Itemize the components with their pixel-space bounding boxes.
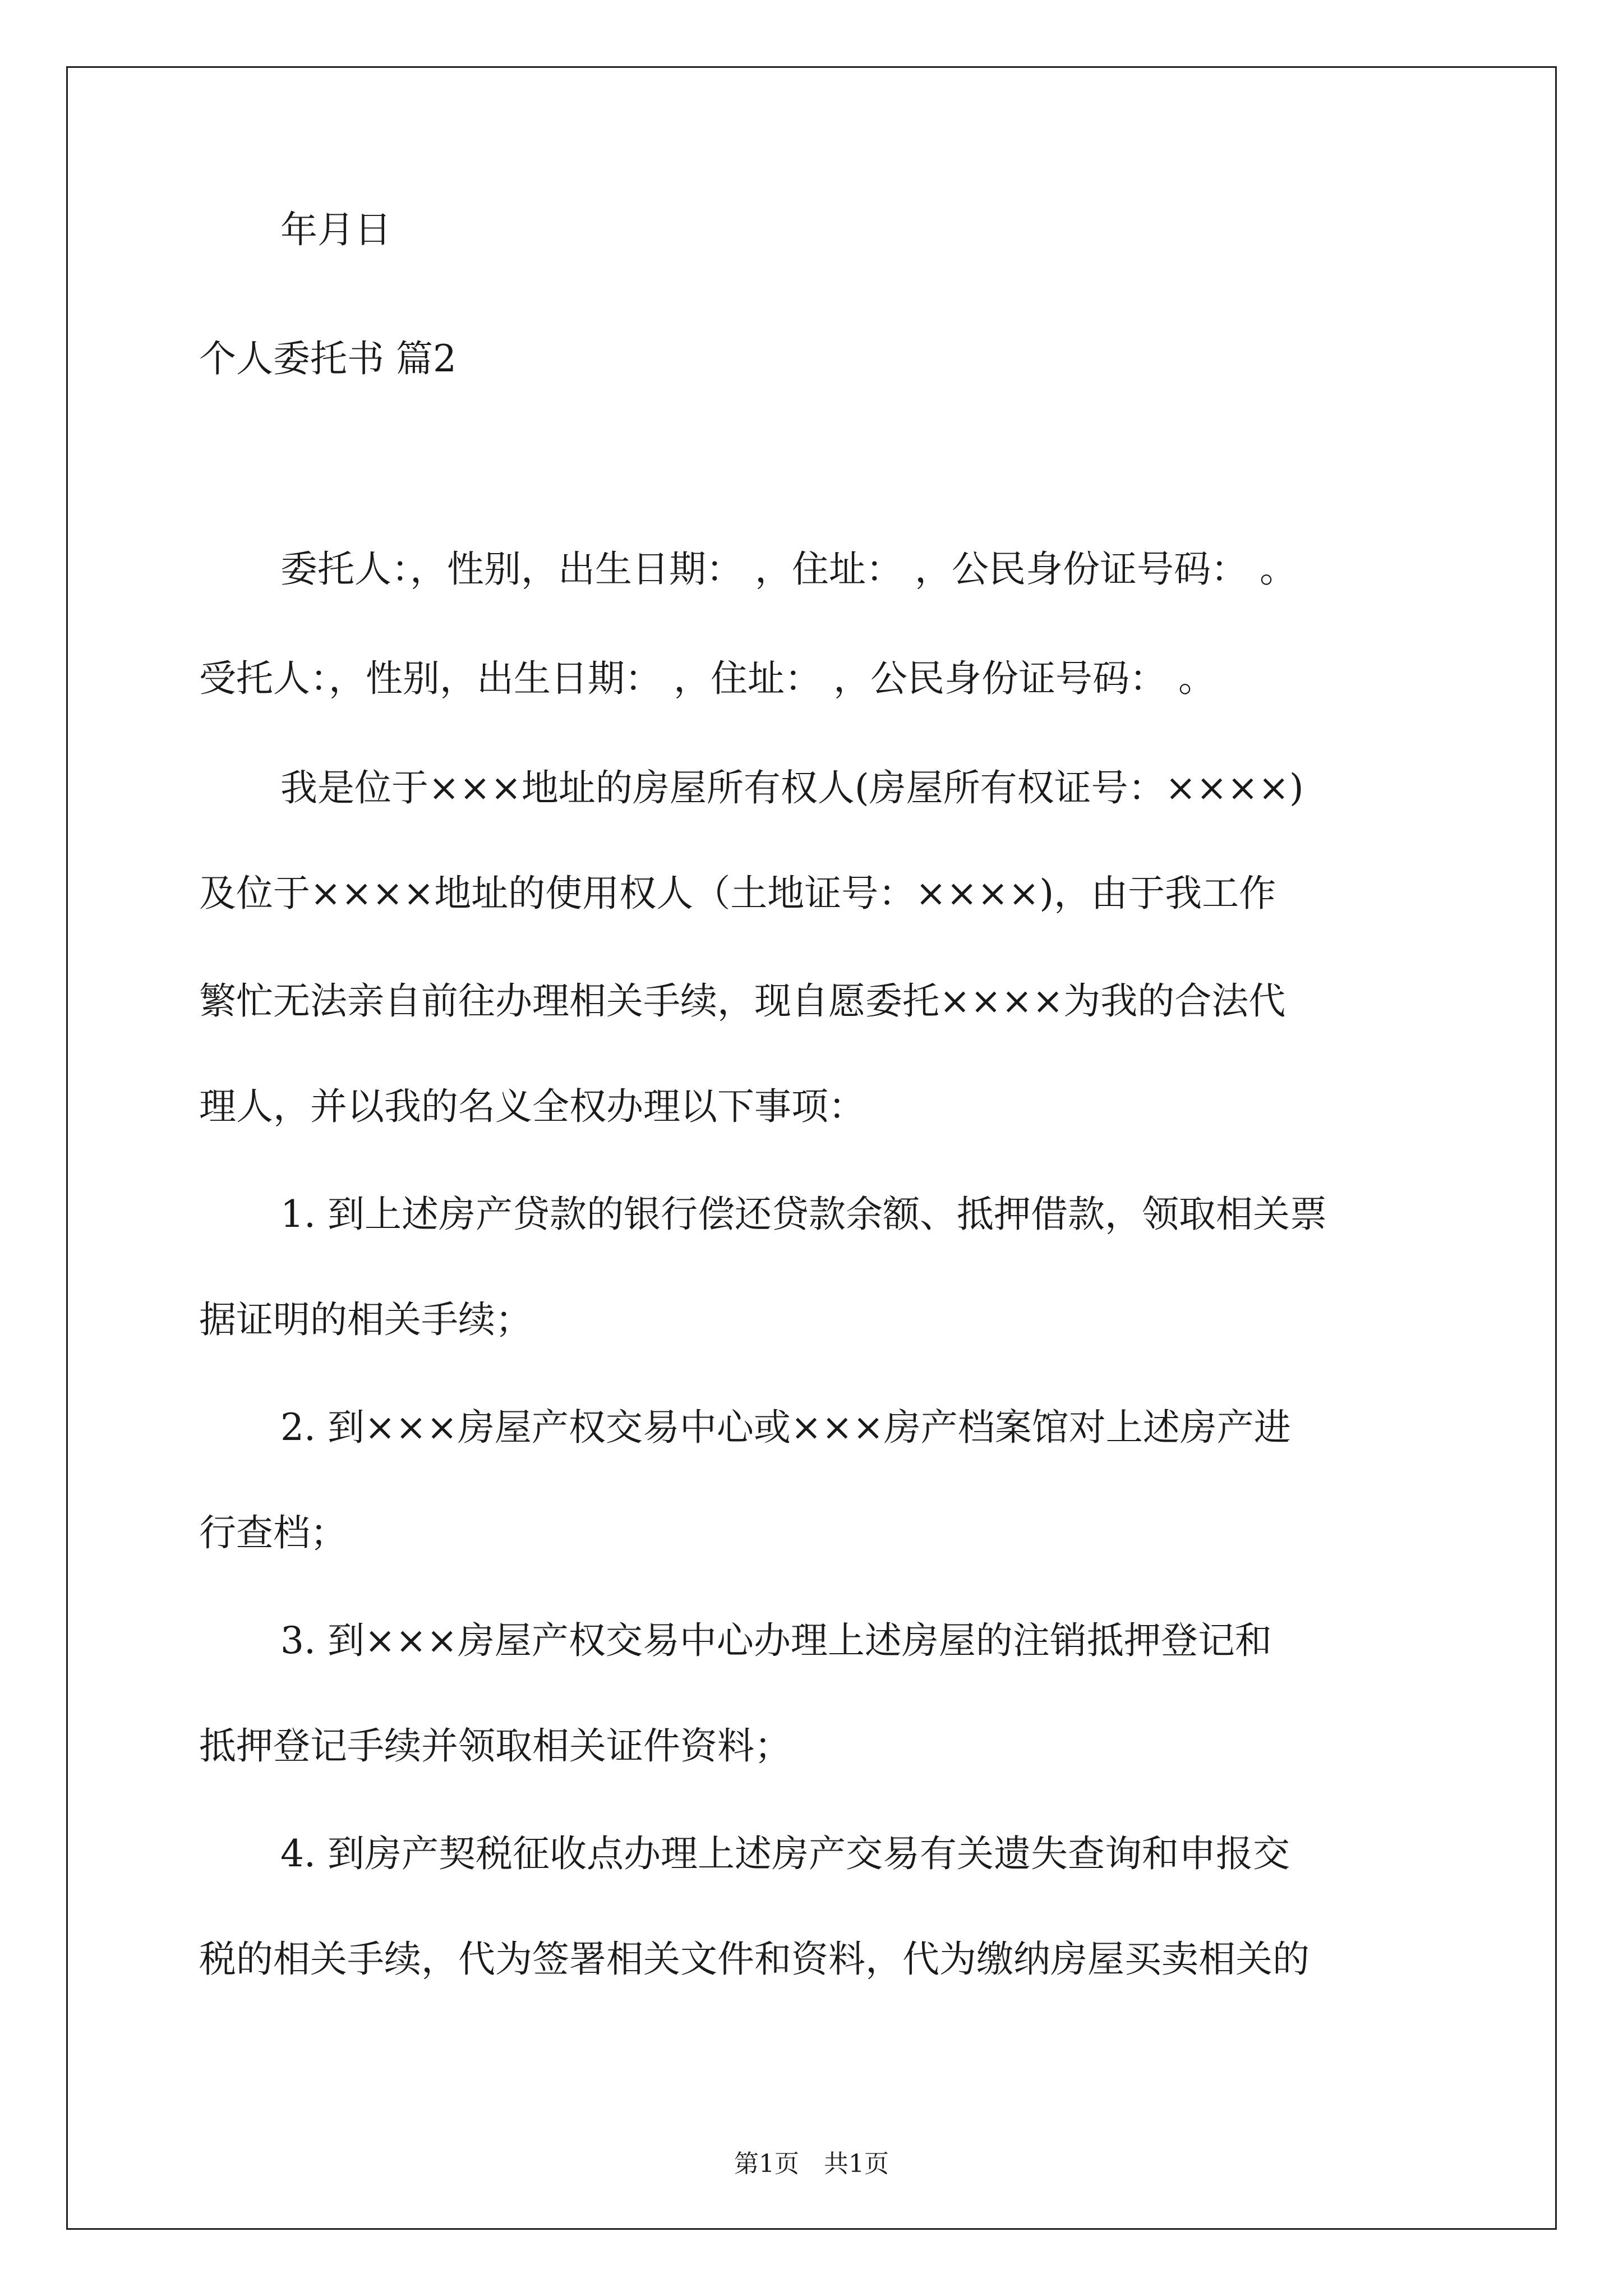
list-item-1-cont: 据证明的相关手续； xyxy=(199,1298,532,1341)
section-heading: 个人委托书 篇2 xyxy=(199,337,457,380)
page-border xyxy=(66,66,1557,2230)
date-line: 年月日 xyxy=(280,208,391,251)
list-item-2-cont: 行查档； xyxy=(199,1511,347,1554)
list-item-1: 1. 到上述房产贷款的银行偿还贷款余额、抵押借款，领取相关票 xyxy=(280,1193,1327,1236)
list-item-2: 2. 到×××房屋产权交易中心或×××房产档案馆对上述房产进 xyxy=(280,1406,1291,1449)
body-line: 理人，并以我的名义全权办理以下事项： xyxy=(199,1085,865,1128)
agent-line: 受托人：，性别，出生日期： ，住址： ，公民身份证号码： 。 xyxy=(199,657,1215,700)
list-item-4-cont: 税的相关手续，代为签署相关文件和资料，代为缴纳房屋买卖相关的 xyxy=(199,1938,1310,1981)
list-item-3: 3. 到×××房屋产权交易中心办理上述房屋的注销抵押登记和 xyxy=(280,1619,1272,1662)
body-line: 繁忙无法亲自前往办理相关手续，现自愿委托××××为我的合法代 xyxy=(199,979,1286,1023)
body-line: 我是位于×××地址的房屋所有权人(房屋所有权证号：××××) xyxy=(280,766,1304,809)
body-line: 及位于××××地址的使用权人（土地证号：××××)，由于我工作 xyxy=(199,872,1276,915)
list-item-4: 4. 到房产契税征收点办理上述房产交易有关遗失查询和申报交 xyxy=(280,1832,1290,1875)
principal-line: 委托人：，性别，出生日期： ，住址： ，公民身份证号码： 。 xyxy=(280,547,1297,591)
page-footer: 第1页 共1页 xyxy=(734,2150,889,2178)
list-item-3-cont: 抵押登记手续并领取相关证件资料； xyxy=(199,1724,791,1768)
